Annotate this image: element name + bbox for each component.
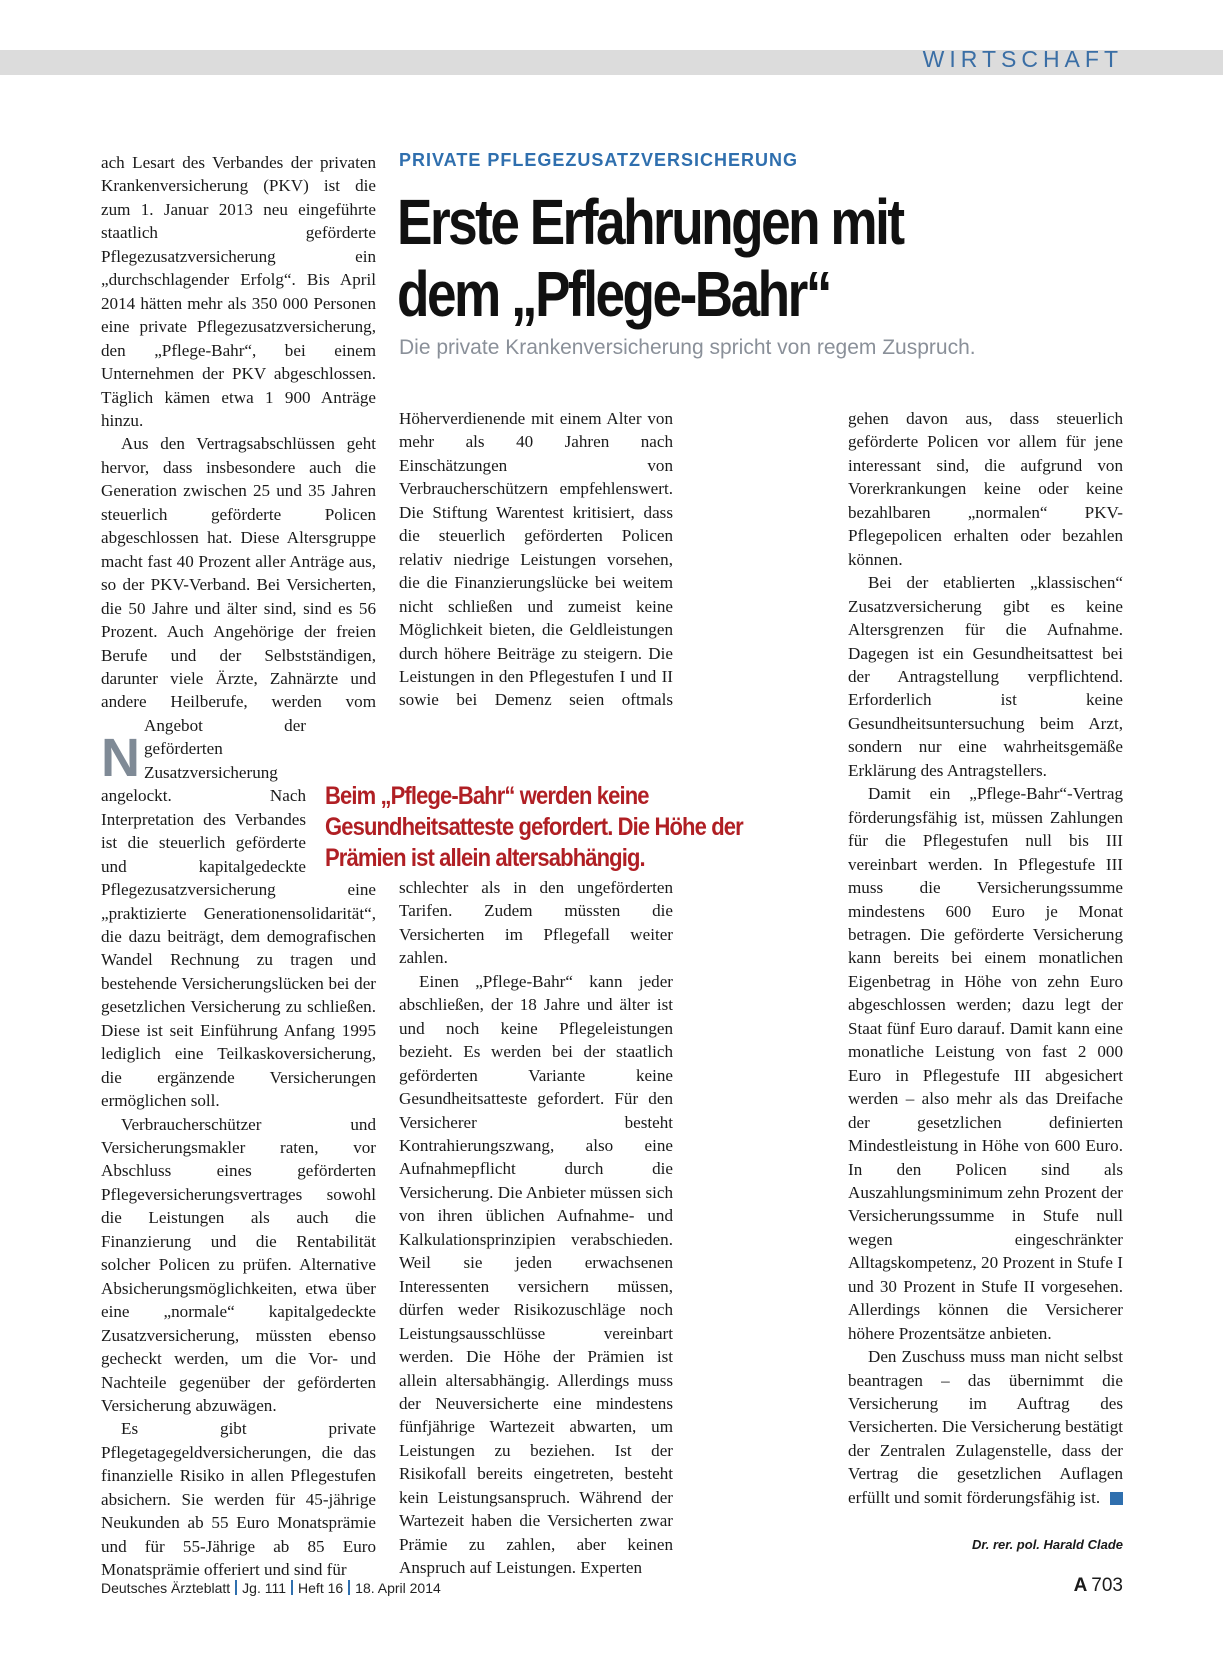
article-kicker: PRIVATE PFLEGEZUSATZVERSICHERUNG: [399, 150, 799, 170]
article-paragraph: Es gibt private Pflegetagegeldversicherungen, die das finanzielle Risiko in allen Pflegestufen absichern. Sie werden für 45-jährige Neukunden ab 55 Euro Monatsprämie und für 55-Jährige ab 85 Euro Monatsprämie offeriert und sind für: [101, 1419, 376, 1580]
article-column-3: [848, 407, 1123, 1509]
article-paragraph: Verbraucherschützer und Versicherungsmakler raten, vor Abschluss eines geförderten Pflegeversicherungsvertrages sowohl die Leistungen als auch die Finanzierung und die Rentabilität solcher Policen zu prüfen. Alternative Absicherungsmöglichkeiten, etwa über eine „normale“ kapitalgedeckte Zusatzversicherung, müssten ebenso gecheckt werden, um die Vor- und Nachteile gegenüber der geförderten Versicherung abzuwägen.: [101, 1114, 376, 1416]
article-paragraph: Höherverdienende mit einem Alter von mehr als 40 Jahren nach Einschätzungen von Verbraucherschützern empfehlenswert. Die Stiftung Warentest kritisiert, dass die steuerlich geförderten Policen relativ niedrige Leistungen vorsehen, die die Finanzierungslücke bei weitem nicht schließen und zumeist keine Möglichkeit bieten, die Geldleistungen durch höhere Beiträge zu steigern. Die Leistungen in den Pflegestufen I und II sowie bei Demenz seien oftmals schlechter als in den ungeförderten Tarifen. Zudem müssten die Versicherten im Pflegefall weiter zahlen.: [399, 409, 673, 968]
section-label: WIRTSCHAFT: [922, 46, 1123, 72]
article-paragraph: Damit ein „Pflege-Bahr“-Vertrag förderungsfähig ist, müssen Zahlungen für die Pflegestufen null bis III vereinbart werden. In Pflegestufe III muss die Versicherungssumme mindestens 600 Euro je Monat betragen. Die geförderte Versicherung kann bereits bei einem monatlichen Eigenbetrag in Höhe von zehn Euro abgeschlossen werden; dazu legt der Staat fünf Euro darauf. Damit kann eine monatliche Leistung von fast 2 000 Euro in Pflegestufe III abgesichert werden – also mehr als das Dreifache der gesetzlichen definierten Mindestleistung in Höhe von 600 Euro. In den Policen sind als Auszahlungsminimum zehn Prozent der Versicherungssumme in Stufe null wegen eingeschränkter Alltagskompetenz, 20 Prozent in Stufe I und 30 Prozent in Stufe II vorgesehen. Allerdings können die Versicherer höhere Prozentsätze anbieten.: [848, 784, 1123, 1343]
article-paragraph: Bei der etablierten „klassischen“ Zusatzversicherung gibt es keine Altersgrenzen für die Aufnahme. Dagegen ist ein Gesundheitsattest bei der Antragstellung verpflichtend. Erforderlich ist keine Gesundheitsuntersuchung beim Arzt, sondern nur eine wahrheitsgemäße Erklärung des Antragstellers.: [848, 573, 1123, 780]
article-column-2: [399, 407, 673, 1580]
drop-cap: N: [101, 728, 140, 788]
article-paragraph: Einen „Pflege-Bahr“ kann jeder abschließen, der 18 Jahre und älter ist und noch keine Pflegeleistungen bezieht. Es werden bei der staatlich geförderten Variante keine Gesundheitsatteste gefordert. Für den Versicherer besteht Kontrahierungszwang, also eine Aufnahmepflicht durch die Versicherung. Die Anbieter müssen sich von ihren üblichen Aufnahme- und Kalkulationsprinzipien verabschieden. Weil sie jeden erwachsenen Interessenten versichern müssen, dürfen weder Risikozuschläge noch Leistungsausschlüsse vereinbart werden. Die Höhe der Prämien ist allein altersabhängig. Allerdings muss der Neuversicherte eine mindestens fünfjährige Wartezeit abwarten, um Leistungen zu beziehen. Ist der Risikofall bereits eingetreten, besteht kein Leistungsanspruch. Während der Wartezeit haben die Versicherten zwar Prämie zu zahlen, aber keinen Anspruch auf Leistungen. Experten: [399, 971, 673, 1578]
journal-name: Deutsches Ärzteblatt: [101, 1580, 231, 1596]
journal-volume: Jg. 111: [242, 1580, 287, 1596]
pull-quote: Beim „Pflege-Bahr“ werden keine Gesundheitsatteste gefordert. Die Höhe der Prämien ist allein altersabhängig.: [325, 782, 743, 872]
article-paragraph: Den Zuschuss muss man nicht selbst beantragen – das übernimmt die Versicherung im Auftrag des Versicherten. Die Versicherung bestätigt der Zentralen Zulagenstelle, dass der Vertrag die gesetzlichen Auflagen erfüllt und somit förderungsfähig ist.: [848, 1347, 1123, 1507]
article-headline: Erste Erfahrungen mit dem „Pflege-Bahr“: [397, 186, 903, 330]
article-paragraph: N ach Lesart des Verbandes der privaten Krankenversicherung (PKV) ist die zum 1. Januar 2013 neu eingeführte staatlich geförderte Pflegezusatzversicherung ein „durchschlagender Erfolg“. Bis April 2014 hätten mehr als 350 000 Personen eine private Pflegezusatzversicherung, den „Pflege-Bahr“, bei einem Unternehmen der PKV abgeschlossen. Täglich kämen etwa 1 900 Anträge hinzu.: [101, 153, 376, 788]
footer-divider: [235, 1580, 237, 1595]
journal-issue: Heft 16: [298, 1580, 344, 1596]
issue-date: 18. April 2014: [355, 1580, 441, 1596]
end-mark-icon: [1110, 1492, 1123, 1505]
article-paragraph: gehen davon aus, dass steuerlich geförderte Policen vor allem für jene interessant sind, die aufgrund von Vorerkrankungen keine oder keine bezahlbaren „normalen“ PKV-Pflegepolicen erhalten oder bezahlen können.: [848, 409, 1123, 569]
footer-divider: [291, 1580, 293, 1595]
author-byline: Dr. rer. pol. Harald Clade: [972, 1537, 1123, 1552]
article-paragraph: Aus den Vertragsabschlüssen geht hervor, dass insbesondere auch die Generation zwischen 25 und 35 Jahren steuerlich geförderte Policen abgeschlossen hat. Diese Altersgruppe macht fast 40 Prozent aller Anträge aus, so der PKV-Verband. Bei Versicherten, die 50 Jahre und älter sind, sind es 56 Prozent. Auch Angehörige der freien Berufe und der Selbstständigen, darunter viele Ärzte, Zahnärzte und andere Heilberufe, werden vom Angebot der geförderten Zusatzversicherung angelockt. Nach Interpretation des Verbandes ist die steuerlich geförderte und kapitalgedeckte Pflegezusatzversicherung eine „praktizierte Generationensolidarität“, die dazu beiträgt, dem demografischen Wandel Rechnung zu tragen und bestehende Versicherungslücken bei der gesetzlichen Versicherung zu schließen. Diese ist seit Einführung Anfang 1995 lediglich eine Teilkaskoversicherung, die ergänzende Versicherungen ermöglichen soll.: [101, 434, 376, 1111]
footer-divider: [348, 1580, 350, 1595]
page-number: A 703: [1073, 1575, 1123, 1596]
article-standfirst: Die private Krankenversicherung spricht von regem Zuspruch.: [399, 336, 976, 359]
page-footer: [101, 1580, 441, 1596]
